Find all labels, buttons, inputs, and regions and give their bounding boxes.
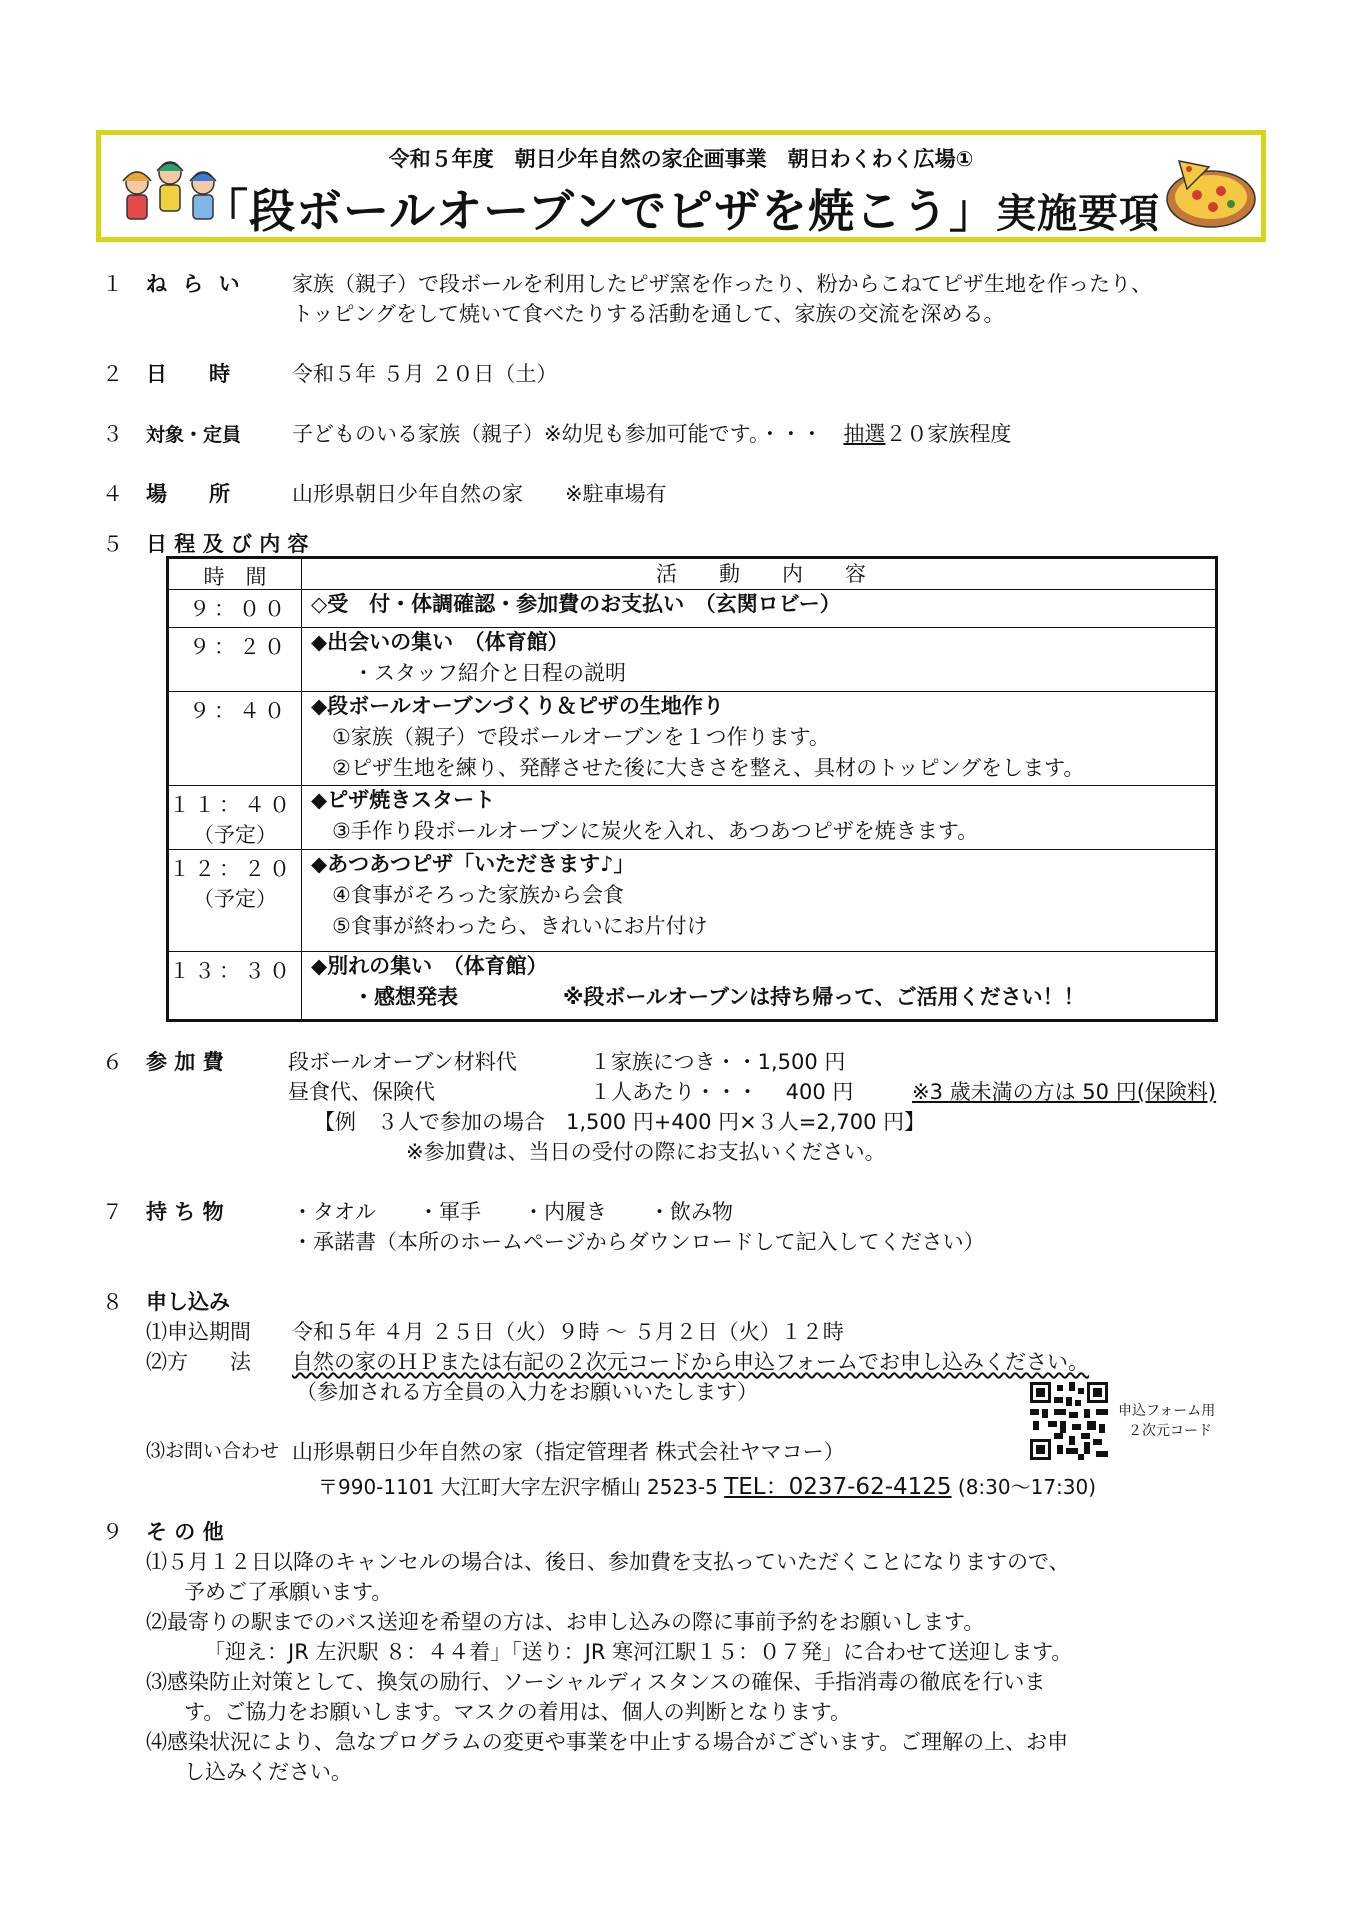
section-3-number: ３ (102, 422, 123, 446)
schedule-row-time: １２：２０ （予定） (169, 857, 294, 911)
schedule-row-time: １１：４０ （予定） (169, 793, 294, 847)
application-method-label: ⑵方 法 (146, 1350, 251, 1374)
application-period-label: ⑴申込期間 (146, 1320, 251, 1344)
target-capacity: 子どものいる家族（親子）※幼児も参加可能です。・・・ 抽選２０家族程度 (292, 422, 1012, 446)
other-note-4: ⑷感染状況により、急なプログラムの変更や事業を中止する場合がございます。ご理解の上、お申 (146, 1730, 1069, 1754)
section-1-line-2: トッピングをして焼いて食べたりする活動を通して、家族の交流を深める。 (292, 302, 1005, 326)
consent-form-note: ・承諾書（本所のホームページからダウンロードして記入してください） (292, 1230, 985, 1254)
header-subtitle: 令和５年度 朝日少年自然の家企画事業 朝日わくわく広場① (388, 147, 974, 171)
section-1-label: ね ら い (146, 272, 244, 296)
schedule-row-activity: ◆ピザ焼きスタート ③手作り段ボールオーブンに炭火を入れ、あつあつピザを焼きます。 (311, 788, 979, 843)
schedule-header-time: 時 間 (203, 565, 267, 589)
other-note-1-cont: 予めご了承願います。 (184, 1580, 393, 1604)
section-1-line-1: 家族（親子）で段ボールを利用したピザ窯を作ったり、粉からこねてピザ生地を作ったり、 (292, 272, 1153, 296)
event-date: 令和５年 ５月 ２０日（土） (292, 362, 558, 386)
section-6-label: 参 加 費 (146, 1050, 224, 1074)
section-6-number: ６ (102, 1050, 123, 1074)
contact-address: 〒990-1101 大江町大字左沢字楯山 2523-5 (318, 1475, 725, 1499)
contact-organization: 山形県朝日少年自然の家（指定管理者 株式会社ヤマコー） (292, 1440, 845, 1464)
other-note-2: ⑵最寄りの駅までのバス送迎を希望の方は、お申し込みの際に事前予約をお願いします。 (146, 1610, 985, 1634)
schedule-row-activity: ◇受 付・体調確認・参加費のお支払い （玄関ロビー） (311, 592, 841, 616)
application-period: 令和５年 ４月 ２５日（火）９時 ～ ５月２日（火）１２時 (292, 1320, 844, 1344)
section-7-number: ７ (102, 1200, 123, 1224)
section-7-label: 持 ち 物 (146, 1200, 224, 1224)
schedule-row-activity: ◆あつあつピザ「いただきます♪」 ④食事がそろった家族から会食 ⑤食事が終わったら、きれいにお片付け (311, 852, 708, 938)
section-3-label: 対象・定員 (146, 424, 242, 446)
schedule-row-time: ９：４０ (189, 699, 289, 723)
section-9-number: ９ (102, 1520, 123, 1544)
pizza-icon (1159, 149, 1259, 231)
schedule-row-activity: ◆別れの集い （体育館） ・感想発表 ※段ボールオーブンは持ち帰って、ご活用ください！！ (311, 954, 1085, 1009)
section-2-label: 日 時 (146, 362, 230, 386)
fee-example: 【例 ３人で参加の場合 1,500 円+400 円×３人=2,700 円】 (314, 1110, 926, 1134)
section-2-number: ２ (102, 362, 123, 386)
section-1-number: １ (102, 272, 123, 296)
fee-infant-note: ※3 歳未満の方は 50 円(保険料) (912, 1080, 1217, 1104)
fee-material-label: 段ボールオーブン材料代 (288, 1050, 517, 1074)
qr-caption-2: ２次元コード (1128, 1423, 1212, 1439)
qr-caption-1: 申込フォーム用 (1118, 1403, 1216, 1419)
fee-payment-note: ※参加費は、当日の受付の際にお支払いください。 (406, 1140, 886, 1164)
schedule-table (166, 556, 1218, 1022)
other-note-3: ⑶感染防止対策として、換気の励行、ソーシャルディスタンスの確保、手指消毒の徹底を行いま (146, 1670, 1046, 1694)
fee-lunch-label: 昼食代、保険代 (288, 1080, 435, 1104)
schedule-row-activity: ◆段ボールオーブンづくり＆ピザの生地作り ①家族（親子）で段ボールオーブンを１つ作ります。 ②ピザ生地を練り、発酵させた後に大きさを整え、具材のトッピングをします。 (311, 694, 1085, 780)
contact-hours: (8:30～17:30) (951, 1475, 1097, 1499)
other-note-3-cont: す。ご協力をお願いします。マスクの着用は、個人の判断となります。 (184, 1700, 851, 1724)
section-5-label: 日 程 及 び 内 容 (146, 532, 309, 556)
page-title-main: 「段ボールオーブンでピザを焼こう」 (202, 184, 996, 238)
schedule-row-time: ９：２０ (189, 635, 289, 659)
fee-lunch-value: １人あたり・・・ 400 円 (590, 1080, 854, 1104)
other-note-4-cont: し込みください。 (184, 1760, 352, 1784)
other-note-1: ⑴５月１２日以降のキャンセルの場合は、後日、参加費を支払っていただくことになりますので、 (146, 1550, 1070, 1574)
contact-address-line (318, 1468, 1096, 1501)
header-banner (96, 130, 1266, 242)
section-8-label: 申し込み (146, 1290, 230, 1314)
page-title (101, 175, 1261, 241)
schedule-header-activity: 活 動 内 容 (656, 562, 866, 586)
schedule-row-time: １３：３０ (169, 959, 294, 983)
fee-material-value: １家族につき・・1,500 円 (590, 1050, 846, 1074)
section-4-number: ４ (102, 482, 123, 506)
section-9-label: そ の 他 (146, 1520, 224, 1544)
section-4-label: 場 所 (146, 482, 230, 506)
other-note-2-cont: 「迎え：JR 左沢駅 ８：４４着」「送り：JR 寒河江駅１５：０７発」に合わせて送迎します。 (204, 1640, 1073, 1664)
page-title-suffix: 実施要項 (995, 191, 1160, 237)
contact-tel[interactable]: TEL：0237-62-4125 (724, 1474, 952, 1500)
section-5-number: ５ (102, 532, 123, 556)
items-to-bring: ・タオル ・軍手 ・内履き ・飲み物 (292, 1200, 733, 1224)
application-method: 自然の家のＨＰまたは右記の２次元コードから申込フォームでお申し込みください。 (292, 1350, 1089, 1374)
venue: 山形県朝日少年自然の家 ※駐車場有 (292, 482, 667, 506)
schedule-row-activity: ◆出会いの集い （体育館） ・スタッフ紹介と日程の説明 (311, 630, 626, 685)
section-8-number: ８ (102, 1290, 123, 1314)
application-method-note: （参加される方全員の入力をお願いいたします） (296, 1380, 758, 1404)
schedule-row-time: ９：００ (189, 597, 289, 621)
qr-code-icon[interactable] (1030, 1382, 1108, 1460)
contact-label: ⑶お問い合わせ (146, 1440, 280, 1462)
